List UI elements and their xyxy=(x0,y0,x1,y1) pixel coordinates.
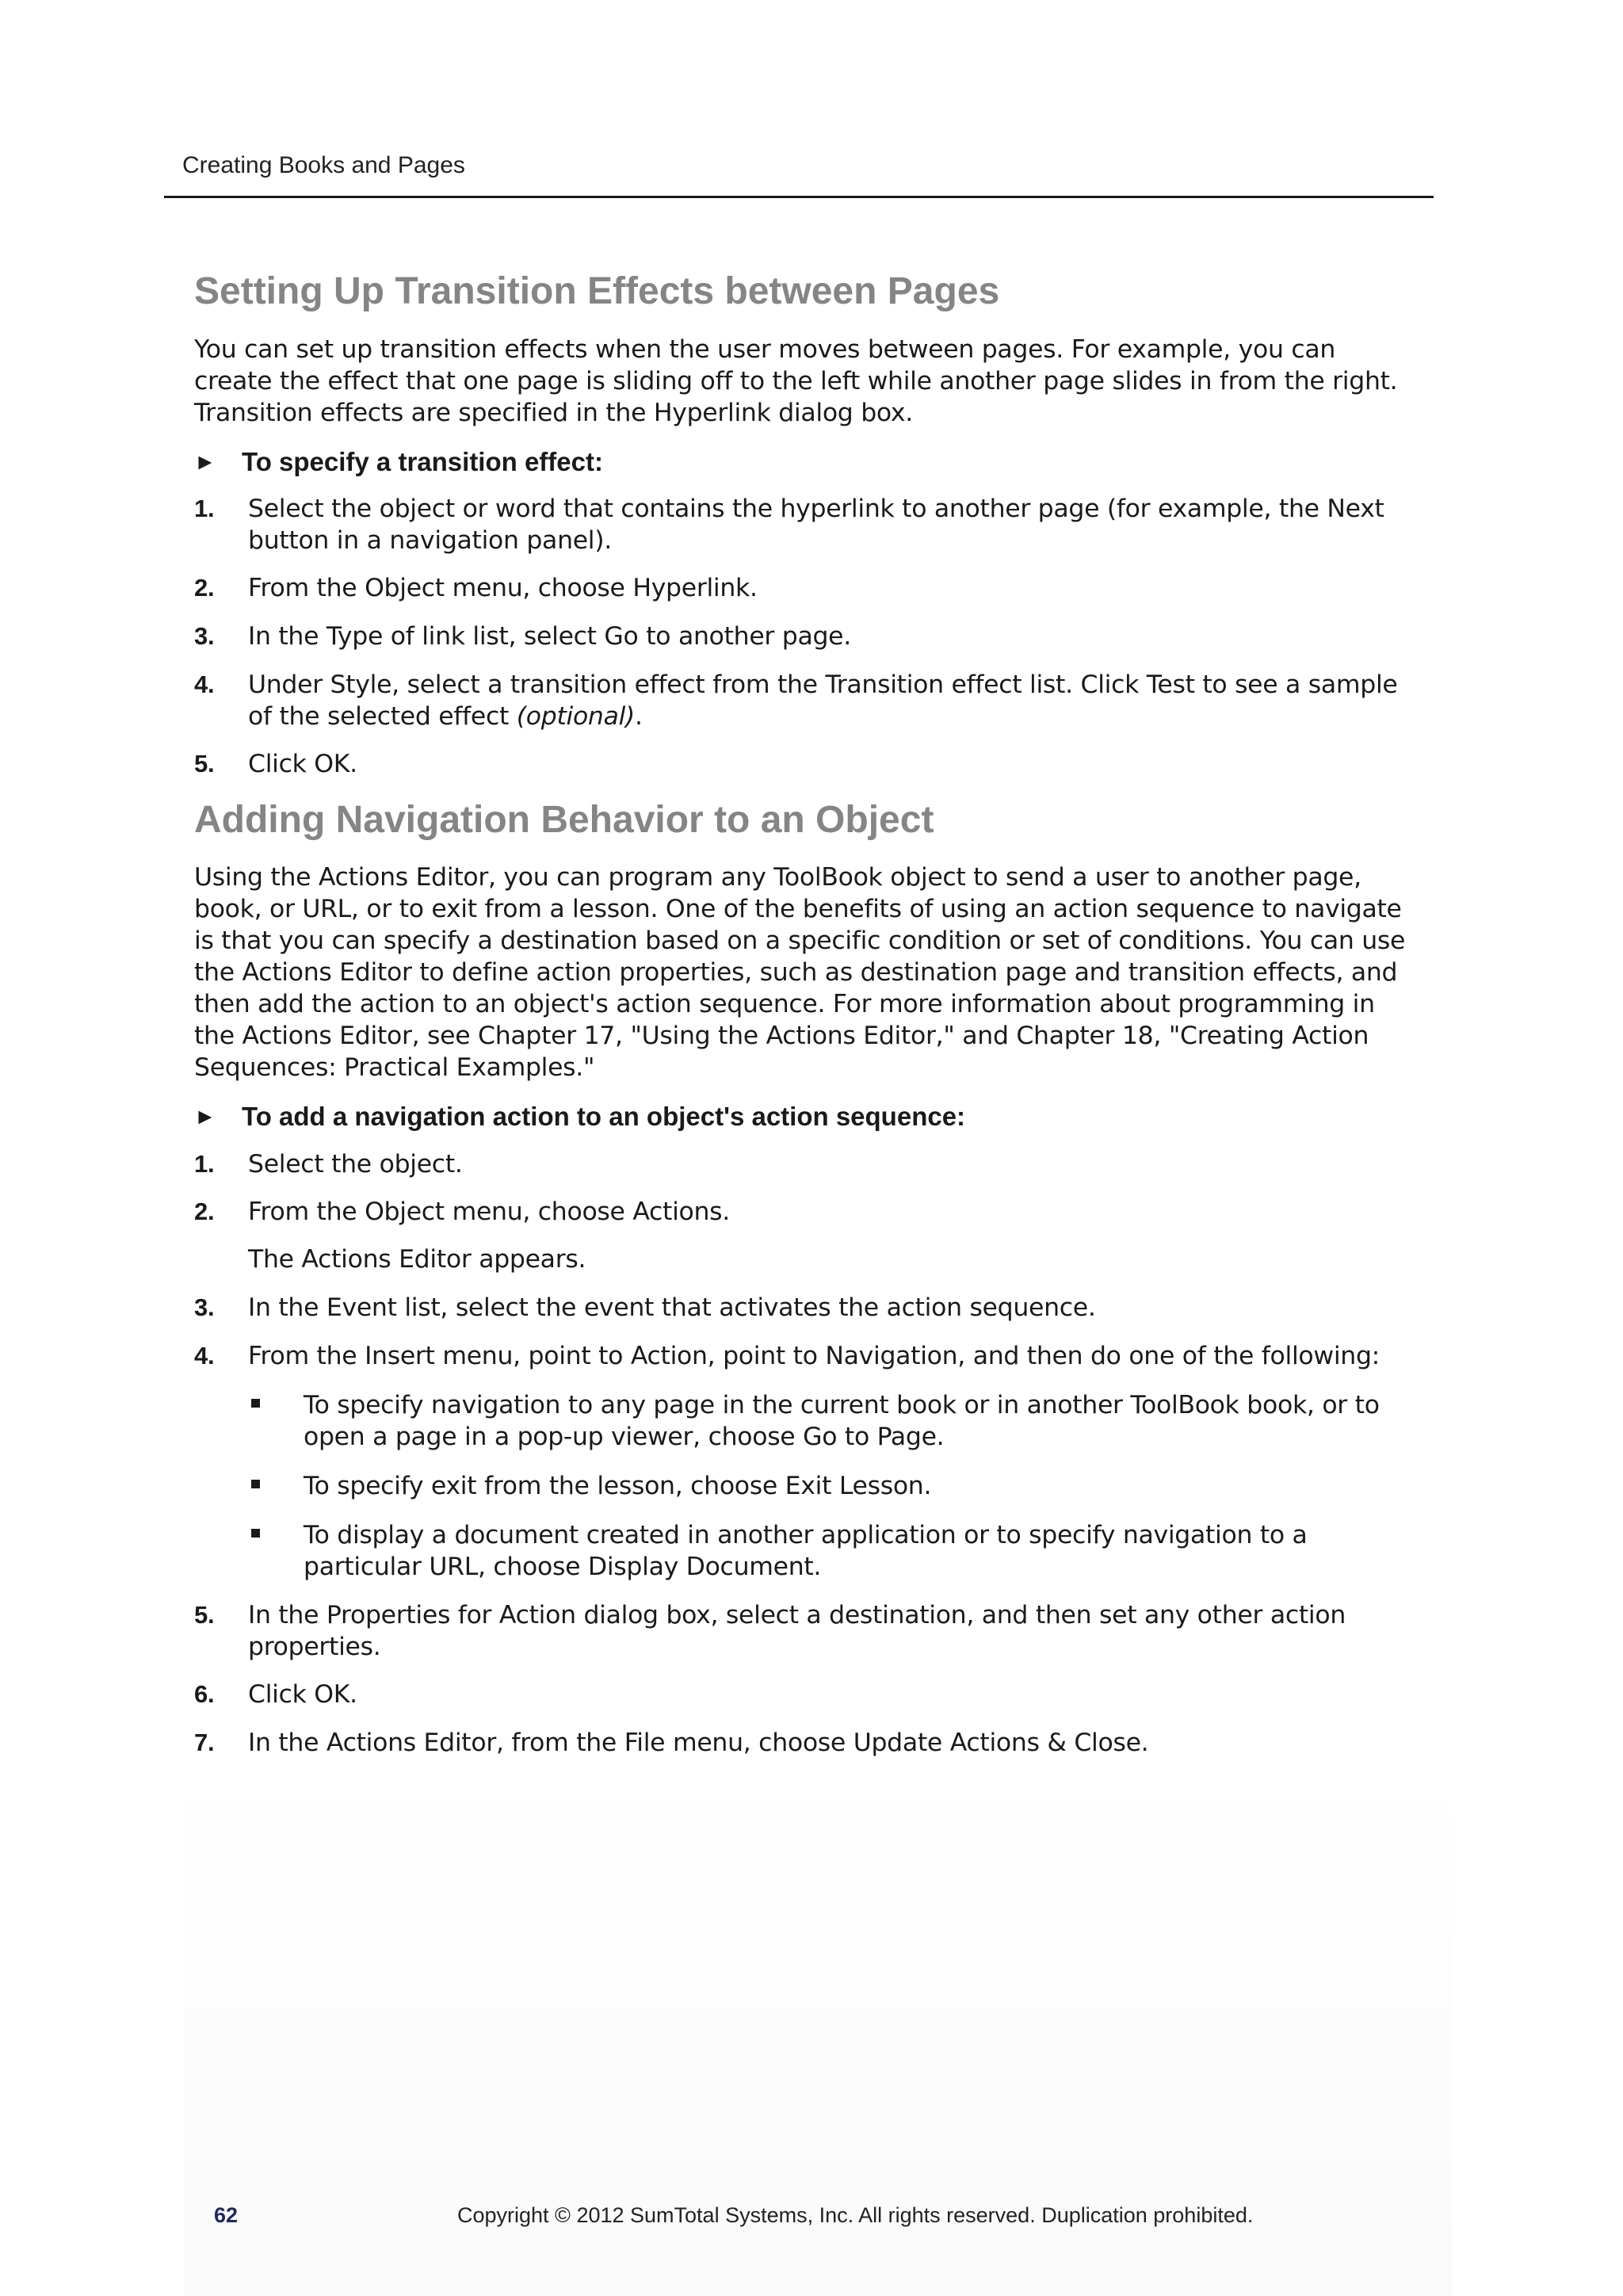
list-item xyxy=(194,493,1415,556)
step-text: Select the object or word that contains the hyperlink to another page (for example, the Next button in a navigation panel). xyxy=(248,495,1384,555)
header-divider xyxy=(164,196,1434,198)
step-text: In the Actions Editor, from the File menu, choose Update Actions & Close. xyxy=(248,1729,1149,1757)
copyright-notice: Copyright © 2012 SumTotal Systems, Inc. All rights reserved. Duplication prohibited. xyxy=(457,2203,1254,2227)
step-text: Click OK. xyxy=(248,750,357,778)
step-number: 6. xyxy=(194,1680,215,1708)
procedure-arrow-icon: ► xyxy=(194,449,216,474)
bullet-text: To specify navigation to any page in the current book or in another ToolBook book, or to open a page in a pop-up viewer, choose Go to Page. xyxy=(304,1391,1380,1451)
list-item xyxy=(194,621,1415,652)
section-heading-transition-effects: Setting Up Transition Effects between Pages xyxy=(194,270,1000,312)
bullet-square-icon xyxy=(251,1399,260,1408)
page-number: 62 xyxy=(214,2203,239,2227)
step-result-note: The Actions Editor appears. xyxy=(248,1245,586,1274)
list-item xyxy=(194,1727,1415,1759)
list-item xyxy=(194,1340,1415,1372)
step-text: Select the object. xyxy=(248,1150,463,1179)
list-item xyxy=(194,572,1415,604)
step-number: 3. xyxy=(194,1293,215,1321)
list-item xyxy=(194,1196,1415,1228)
bullet-square-icon xyxy=(251,1480,260,1488)
bullet-text: To display a document created in another application or to specify navigation to a particular URL, choose Display Document. xyxy=(304,1521,1308,1581)
procedure-heading-transition xyxy=(194,446,1415,478)
section-heading-navigation-behavior: Adding Navigation Behavior to an Object xyxy=(194,799,934,841)
list-item xyxy=(194,748,1415,780)
step-text: From the Object menu, choose Actions. xyxy=(248,1198,730,1226)
step-emphasis: (optional) xyxy=(516,702,636,731)
procedure-title: To add a navigation action to an object's action sequence: xyxy=(242,1102,966,1131)
bullet-item xyxy=(194,1519,1415,1583)
bullet-text: To specify exit from the lesson, choose Exit Lesson. xyxy=(304,1472,932,1500)
list-item xyxy=(194,1679,1415,1710)
step-number: 5. xyxy=(194,1601,215,1629)
page-content xyxy=(194,269,1415,1759)
step-text: In the Properties for Action dialog box, select a destination, and then set any other action properties. xyxy=(248,1601,1346,1661)
section1-intro: You can set up transition effects when the user moves between pages. For example, you can create the effect that one page is sliding off to the left while another page slides in from the right. Transition effects are specified in the Hyperlink dialog box. xyxy=(194,335,1398,427)
list-item xyxy=(194,669,1415,732)
section2-intro: Using the Actions Editor, you can program any ToolBook object to send a user to another page, book, or URL, or to exit from a lesson. One of the benefits of using an action sequence to navigate is that you can specify a destination based on a specific condition or set of conditions. You can use the Actions Editor to define action properties, such as destination page and transition effects, and then add the action to an object's action sequence. For more information about programming in the Actions Editor, see Chapter 17, "Using the Actions Editor," and Chapter 18, "Creating Action Sequences: Practical Examples." xyxy=(194,863,1406,1082)
step-number: 4. xyxy=(194,1342,215,1370)
bullet-item xyxy=(194,1470,1415,1502)
step-text: In the Type of link list, select Go to another page. xyxy=(248,622,851,651)
step-text-tail: . xyxy=(635,702,643,731)
step-number: 2. xyxy=(194,1198,215,1225)
step-number: 4. xyxy=(194,670,215,698)
procedure-title: To specify a transition effect: xyxy=(242,447,603,476)
list-item xyxy=(194,1148,1415,1180)
bullet-square-icon xyxy=(251,1529,260,1538)
step-text: In the Event list, select the event that activates the action sequence. xyxy=(248,1293,1096,1322)
step-text: Under Style, select a transition effect from the Transition effect list. Click Test to see a sample of the selected effect xyxy=(248,670,1398,731)
step-text: From the Insert menu, point to Action, point to Navigation, and then do one of the following: xyxy=(248,1342,1380,1370)
step-number: 5. xyxy=(194,750,215,777)
step-number: 7. xyxy=(194,1729,215,1756)
running-header: Creating Books and Pages xyxy=(182,152,465,178)
step-number: 1. xyxy=(194,1150,215,1178)
step-number: 1. xyxy=(194,495,215,522)
list-item xyxy=(194,1292,1415,1324)
list-item xyxy=(194,1599,1415,1663)
procedure-arrow-icon: ► xyxy=(194,1104,216,1129)
step-number: 2. xyxy=(194,574,215,602)
step-text: Click OK. xyxy=(248,1680,357,1709)
step-text: From the Object menu, choose Hyperlink. xyxy=(248,574,758,602)
bullet-item xyxy=(194,1389,1415,1453)
procedure-heading-navigation xyxy=(194,1101,1415,1133)
step-number: 3. xyxy=(194,622,215,650)
